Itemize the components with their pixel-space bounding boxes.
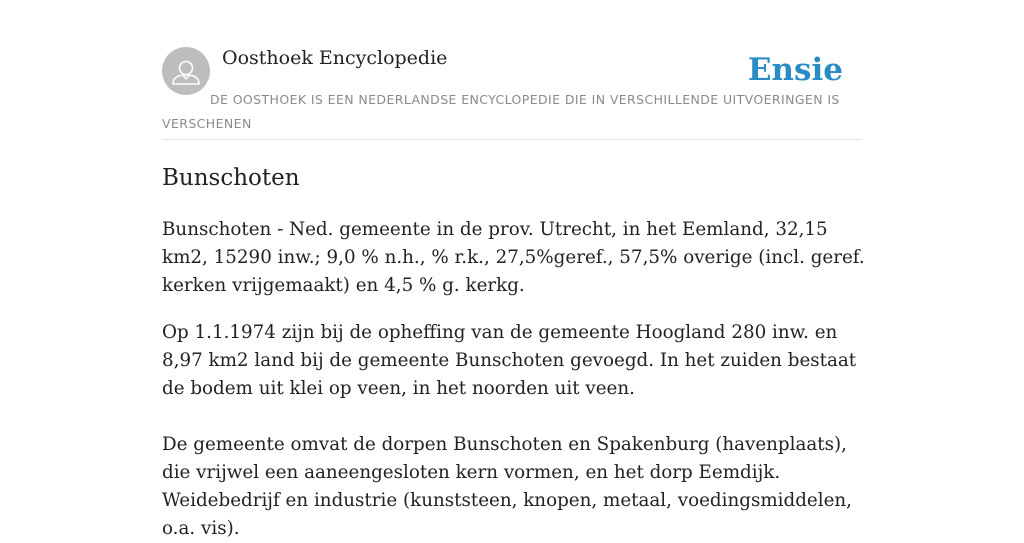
article-paragraph-3: De gemeente omvat de dorpen Bunschoten en Spakenburg (havenplaats), die vrijwel een aaneengesloten kern vormen, en het dorp Eemdijk. Weidebedrijf en industrie (kunststeen, knopen, metaal, voedingsmiddelen, o.a. vis). (162, 434, 852, 539)
article-paragraph-1: Bunschoten - Ned. gemeente in de prov. Utrecht, in het Eemland, 32,15 km2, 15290 inw.; 9,0 % n.h., % r.k., 27,5%geref., 57,5% overige (incl. geref. kerken vrijgemaakt) en 4,5 % g. kerkg. (162, 219, 865, 296)
brand-logo-link[interactable]: Ensie (747, 52, 843, 88)
site-tagline: DE OOSTHOEK IS EEN NEDERLANDSE ENCYCLOPEDIE DIE IN VERSCHILLENDE UITVOERINGEN IS VERSCHENEN (162, 92, 840, 131)
article-title: Bunschoten (162, 165, 300, 191)
site-header (162, 0, 862, 140)
site-title[interactable]: Oosthoek Encyclopedie (222, 47, 448, 69)
page (162, 0, 865, 539)
article-paragraph-2: Op 1.1.1974 zijn bij de opheffing van de gemeente Hoogland 280 inw. en 8,97 km2 land bij de gemeente Bunschoten gevoegd. In het zuiden bestaat de bodem uit klei op veen, in het noorden uit veen. (162, 322, 857, 399)
